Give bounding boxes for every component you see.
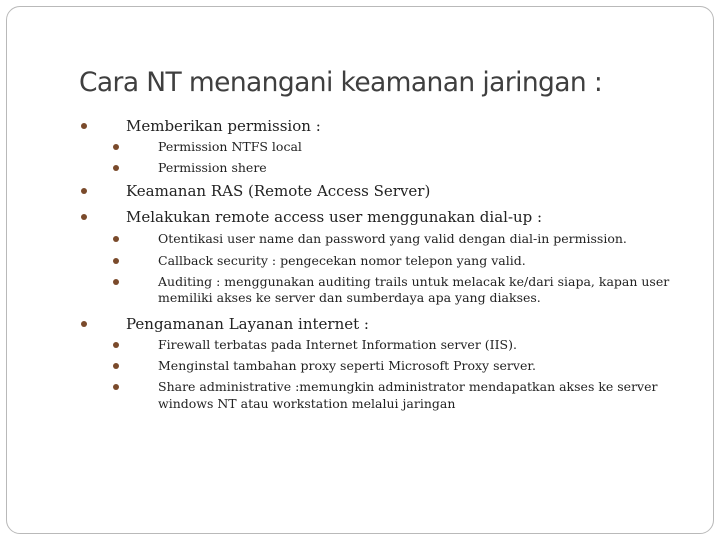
sub-bullet-item — [158, 141, 302, 154]
bullet-text: Pengamanan Layanan internet : — [126, 315, 369, 333]
bullet-icon — [113, 258, 119, 264]
sub-bullet-text: Menginstal tambahan proxy seperti Microsoft Proxy server. — [158, 358, 536, 373]
sub-bullet-text-continuation: windows NT atau workstation melalui jaringan — [158, 396, 456, 411]
sub-bullet-text-continuation: memiliki akses ke server dan sumberdaya apa yang diakses. — [158, 290, 541, 305]
bullet-icon — [81, 214, 87, 220]
bullet-item-remote-access — [126, 210, 542, 225]
bullet-item-internet — [126, 317, 369, 332]
sub-bullet-text: Permission shere — [158, 160, 267, 175]
bullet-icon — [113, 279, 119, 285]
sub-bullet-item — [158, 339, 517, 352]
bullet-icon — [113, 342, 119, 348]
sub-bullet-text: Permission NTFS local — [158, 139, 302, 154]
sub-bullet-item — [158, 255, 526, 268]
bullet-icon — [113, 236, 119, 242]
bullet-icon — [113, 363, 119, 369]
bullet-text: Memberikan permission : — [126, 117, 321, 135]
bullet-icon — [113, 384, 119, 390]
bullet-icon — [81, 321, 87, 327]
bullet-icon — [113, 144, 119, 150]
sub-bullet-text: Share administrative :memungkin administrator mendapatkan akses ke server — [158, 379, 658, 394]
sub-bullet-item — [158, 381, 658, 394]
bullet-icon — [81, 188, 87, 194]
sub-bullet-item — [158, 360, 536, 373]
bullet-item-permission — [126, 119, 321, 134]
bullet-item-ras — [126, 184, 430, 199]
bullet-text: Keamanan RAS (Remote Access Server) — [126, 182, 431, 200]
sub-bullet-item — [158, 162, 267, 175]
sub-bullet-text: Callback security : pengecekan nomor telepon yang valid. — [158, 253, 526, 268]
sub-bullet-item — [158, 233, 627, 246]
sub-bullet-text: Firewall terbatas pada Internet Information server (IIS). — [158, 337, 517, 352]
sub-bullet-text: Auditing : menggunakan auditing trails untuk melacak ke/dari siapa, kapan user — [158, 274, 670, 289]
sub-bullet-text: Otentikasi user name dan password yang valid dengan dial-in permission. — [158, 231, 627, 246]
bullet-icon — [113, 165, 119, 171]
bullet-text: Melakukan remote access user menggunakan dial-up : — [126, 208, 543, 226]
slide-title: Cara NT menangani keamanan jaringan : — [79, 67, 603, 98]
bullet-icon — [81, 123, 87, 129]
sub-bullet-item — [158, 276, 669, 289]
